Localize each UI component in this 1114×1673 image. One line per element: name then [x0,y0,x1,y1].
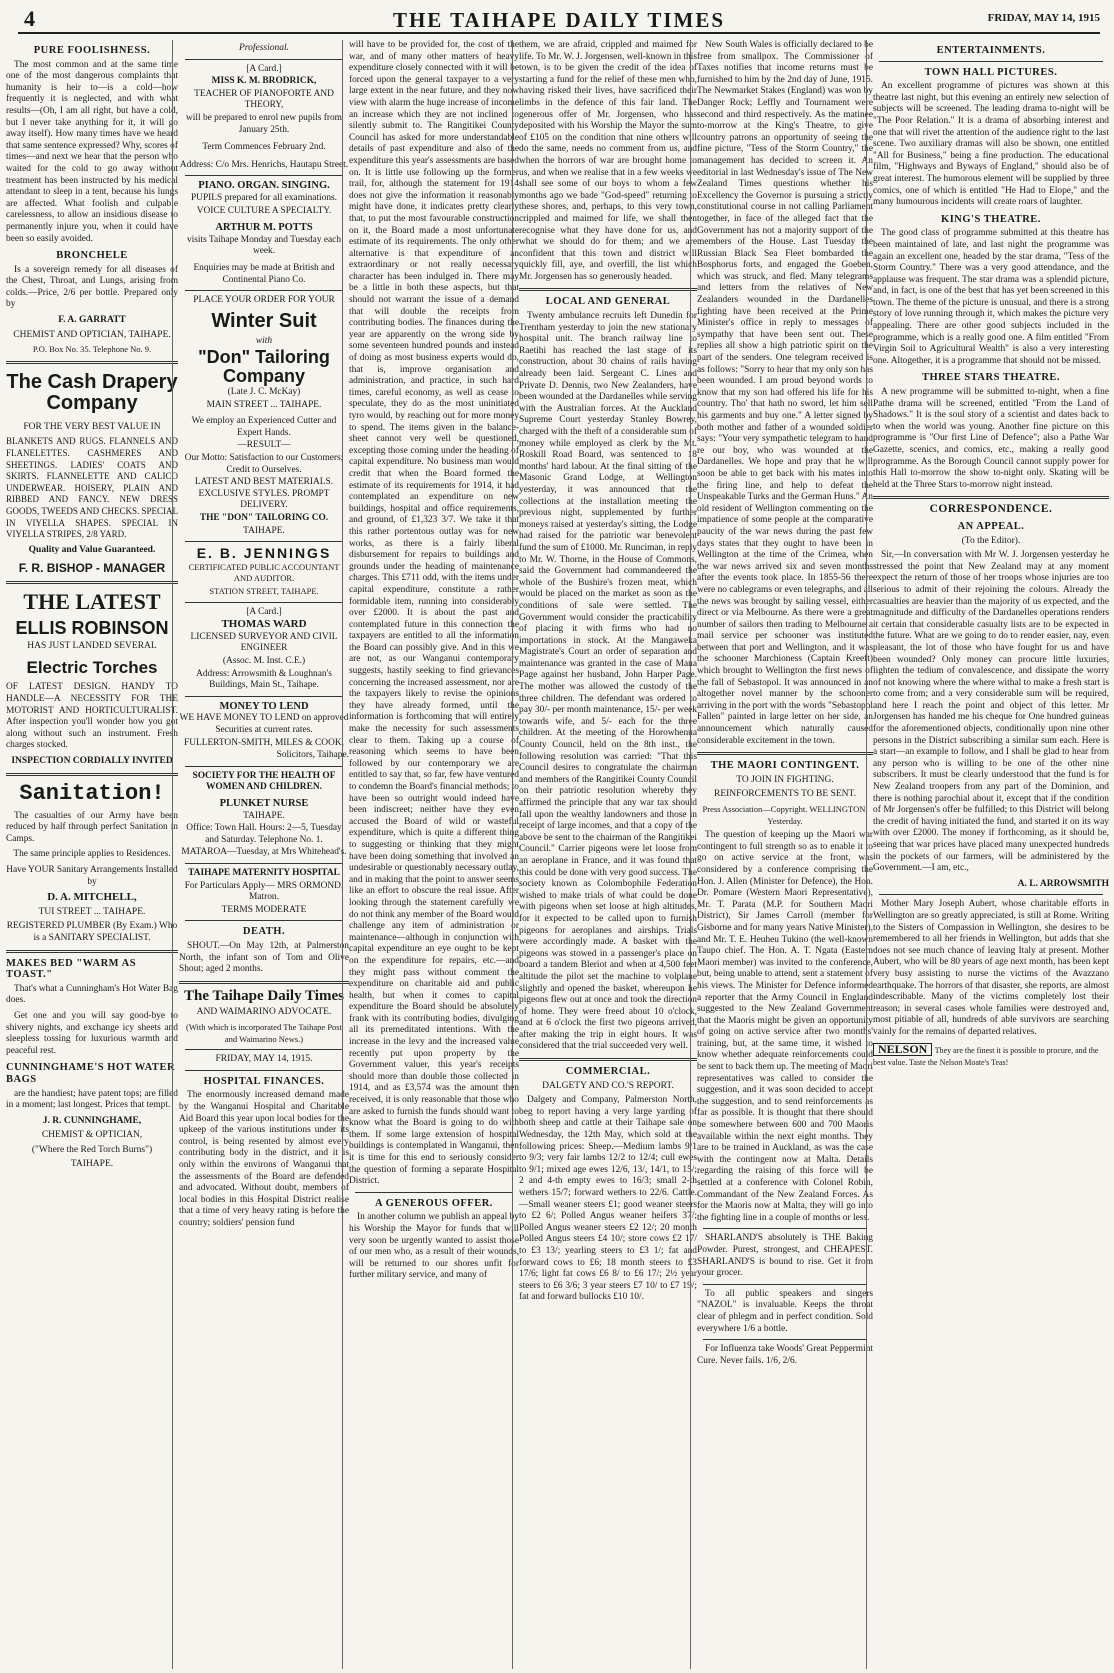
issue-date: FRIDAY, MAY 14, 1915 [987,12,1100,24]
brodrick-address: Address: C/o Mrs. Henrichs, Hautapu Street. [179,159,349,170]
column-6 [866,40,1114,1669]
nazol-ad: To all public speakers and singers "NAZOL" is invaluable. Keeps the throat clear of phlegm and in perfect condition. Sold everywhere 1/6 a bottle. [697,1288,873,1334]
correspondence-heading: CORRESPONDENCE. [929,503,1053,516]
ward-card [179,607,349,692]
nelson-tagline: They are the finest it is possible to procure, and the best value. Taste the Nelson Moate's Teas! [873,1045,1099,1068]
page-number: 4 [24,6,35,31]
ward-address: Address: Arrowsmith & Loughnan's Buildings, Main St., Taihape. [196,668,332,691]
column-1 [0,40,184,1669]
mitchell-address: TUI STREET ... TAIHAPE. [38,906,146,917]
with-text: with [255,335,273,346]
jennings-card [179,546,349,597]
has-just-landed: HAS JUST LANDED SEVERAL [27,640,157,651]
cunninghame-role: CHEMIST & OPTICIAN, [41,1130,143,1141]
makes-bed-body-2: Get one and you will say good-bye to shivery nights, and exchange icy sheets and sleepless tossing for luxurious warmth and peaceful rest. [6,1010,178,1056]
entertainments-heading: ENTERTAINMENTS. [936,45,1046,56]
column-5 [690,40,879,1669]
money-to-lend-ad [179,701,349,762]
plunket-town: TAIHAPE. [243,810,285,821]
press-association: Press Association—Copyright. WELLINGTON, Yesterday. [702,804,868,826]
maori-contingent-heading: THE MAORI CONTINGENT. [710,760,860,772]
makes-bed-body: That's what a Cunningham's Hot Water Bag does. [6,983,178,1006]
plunket-nurse: PLUNKET NURSE [219,797,309,809]
maternity-ad [179,868,349,916]
cunninghame-town: TAIHAPE. [70,1159,114,1170]
cash-drapery-quality: Quality and Value Guaranteed. [28,544,156,555]
money-to-lend: MONEY TO LEND [219,700,309,712]
solicitors: Solicitors, Taihape. [276,750,349,761]
mataroa: MATAROA—Tuesday, at Mrs Whitehead's. [181,847,347,858]
brodrick-role: TEACHER OF PIANOFORTE AND THEORY, [194,88,334,111]
jennings-address: STATION STREET, TAIHAPE. [209,586,319,597]
mitchell-name: D. A. MITCHELL, [47,891,137,904]
plunket-ad [179,771,349,859]
winter-suit: Winter Suit [211,309,317,332]
nelson-logo: NELSON [873,1043,932,1057]
employ-cutter: We employ an Experienced Cutter and Expert Hands. [191,416,337,438]
bronchele-body: Is a sovereign remedy for all diseases of the Chest, Throat, and Lungs, arising from colds.—Price, 2/6 per bottle. Prepared only by [6,264,178,310]
column-4 [512,40,703,1669]
jennings-name: E. B. JENNINGS [196,545,332,562]
newspaper-title: THE TAIHAPE DAILY TIMES [392,8,726,32]
ward-name: THOMAS WARD [221,618,307,631]
local-general-body: Twenty ambulance recruits left Dunedin for Trentham yesterday to join the new stationary hospital unit. The branch railway line to Raetihi has reached the last stage of its construction, about 30 chains of rails having already been laid. Sergeant C. Lines and Private D. Dennis, two New Zealanders, have been wounded at the Dardanelles while serving with the Australian forces. At the Auckland Supreme Court yesterday Stanley Bowrey, charged with the theft of a considerable sum of money while employed as clerk by the Mt. Roskill Road Board, was sentenced to 18 months' hard labour. At the final sitting of the Masonic Grand Lodge, at Wellington yesterday, it was announced that the collections at the installation meeting the previous night, supplemented by further moneys raised at yesterday's sitting, the Lodge had raised for the patriotic war benevolent fund the sum of £1000. Mr. Runciman, in reply to Mr. W. Thorne, in the House of Commons, said the Government had commandeered the whole of the Bushire's frozen meat, which would be placed on the market as soon as the conditions of sale were settled. The Government would consider the practicability of placing it with firms who had no importations in stock. At the Mangaweka Magistrate's Court an order of separation and maintenance was granted in the case of Mana Page against her husband, John Harper Page. The mother was allowed the custody of the three children. The defendant was ordered to pay 30/- per month maintenance, 15/- per week towards wife, and 5/- each for the three children. At the meeting of the Horowhenua County Council, held on the 8th inst., the following resolution was carried: "That this Council desires to congratulate the chairman and members of the Rangitikei County Council on their patriotic resolution whereby they affirmed the principle that any war tax should fall upon the wealthy landowners and those in receipt of large incomes, and that a copy of the above be sent to the chairman of the Rangitikei Council." Carrier pigeons were let loose from an aeroplane in France, and it was found that this could be done with very good success. The society known as Colombophile Federation wished to make trials of what could be done with pigeons when set loose at high altitudes, for it expected to be called upon to furnish pigeons for aeroplanes and airships. Trials were accordingly made. A basket with the pigeons was stowed in a passenger's place on board a tandem Bleriot and when at 4,500 feet altitude the pilot set the machine to volplane slightly and opened the basket, whereupon he pigeons flew out at once and took the direction of home. They were freed about 10 o'clock, and at 6 o'clock the first two pigeons arrived, after making the trip in eight hours. It was considered that the trial succeeded very well. [519,311,697,1052]
maori-sub-1: TO JOIN IN FIGHTING. [736,774,834,785]
kings-theatre-body: The good class of programme submitted at this theatre has been maintained of late, and last night the programme was again an excellent one, headed by the star drama, "Tess of the Storm Country." There was a very good attendance, and the applause was frequent. The star drama was a splendid picture, and, in fact, is one of the best that has yet been screened in this town. The theme of the picture is unusual, and there is a strong story of love running through it, which makes the picture very appealing. There are other good subjects included in the programme, which is a really good one. A film entitled "From Virgin Soil to Agricultural Wealth" is also a very interesting one. Altogether, it is a programme that should not be missed. [873,228,1109,366]
sanitation-have: Have YOUR Sanitary Arrangements Installed by [6,865,178,887]
potts-name: ARTHUR M. POTTS [215,222,313,234]
voice-culture: VOICE CULTURE A SPECIALTY. [196,205,332,216]
plunket-office: Office: Town Hall. Hours: 2—5, Tuesday and Saturday. Telephone No. 1. [186,823,342,845]
town-hall-heading: TOWN HALL PICTURES. [924,66,1058,78]
the-latest-heading: THE LATEST [23,588,161,614]
term-commences: Term Commences February 2nd. [202,142,326,153]
electric-torches: Electric Torches [26,657,158,677]
maternity-hospital: TAIHAPE MATERNITY HOSPITAL [188,867,340,878]
times-incorporated: (With which is incorporated The Taihape Post and Waimarino News.) [186,1022,342,1044]
news-items: New South Wales is officially declared to be free from smallpox. The Commissioner of Taxes notifies that income returns must be furnished to him by the 2nd day of June, 1915. The Newmarket Stakes (England) was won by Danger Rock; Leffly and Tournament were second and third respectively. As the matinee to-morrow at the King's Theatre, to give country patrons an opportunity of seeing the fine picture, "Tess of the Storm Country," the management has decided to screen it. An editorial in last Wednesday's issue of The New Zealand Times questions whether his Excellency the Governor is pursuing a strictly constitutional course in not calling Parliament together, in face of the alleged fact that the Government has not a majority support of the members of the House. Last Tuesday the Russian Black Sea Fleet bombarded the Bosphorus forts, and engaged the Goeben, which was struck, and fled. Many telegrams and letters from the relatives of New Zealanders wounded in the Dardanelles fighting have been received at the Prime Minister's office in reply to messages of sympathy that have been sent out. These replies all show a high patriotic spirit on the part of the senders. One telegram received is as follows: "Sorry to hear that my only son has been wounded. I am proud beyond words to know that my son had offered his life for his country. Tho' that hath no sword, let him sell his garments and buy one." A letter signed by both mother and father of a wounded soldier says: "Your very sympathetic telegram to hand re our boy, who was wounded at the Dardanelles. We hope and pray that he will soon be able to get back with his mates into the firing line, and help to defeat the Unspeakable Turks and the German Huns." An old resident of Wellington commenting on the impatience of some people at the comparative paucity of the war news during the past few days states that they ought to have been in Wellington at the time of the Crimea, when the war news arrived six and seven months after the events took place. In 1855-56 there were no cablegrams or even telegraphs, and all the news was brought by sailing vessel, either direct or via Melbourne. As there were a great number of sailors then trading to Melbourne a mail service per schooner was instituted between that port and Wellington, and it was the schooner Marchioness (Captain Kreeft) which brought to Wellington the first news of the fall of Sebastopol. It was announced in an altogether novel manner by the schooner arriving in the port with the words "Sebastopol Fallen" painted in large letter on her side, an announcement which naturally caused considerable excitement in the town. [697,40,873,746]
pure-foolishness-heading: PURE FOOLISHNESS. [33,45,151,56]
woods-ad: For Influenza take Woods' Great Peppermint Cure. Never fails. 1/6, 2/6. [697,1344,873,1366]
makes-bed-heading: MAKES BED "WARM AS TOAST." [6,957,137,981]
brodrick-body: will be prepared to enrol new pupils from January 25th. [186,112,342,135]
garratt-contact: P.O. Box No. 35. Telephone No. 9. [32,344,152,355]
dalgety-report: DALGETY AND CO.'S REPORT. [542,1080,674,1091]
professional-heading: Professional. [238,43,290,53]
three-stars-heading: THREE STARS THEATRE. [921,372,1061,384]
card-label-2: [A Card.] [246,606,282,617]
sanitation-body: The casualties of our Army have been reduced by half through perfect Sanitation in Camps. [6,810,178,844]
pure-foolishness-body: The most common and at the same time one of the most dangerous complaints that humanity is heir to—is a cold—how frequently it is neglected, and with what results—(Oh, I am all right, but have a cold, but I never take anything for it, it will go away itself). How many times have we heard that same sentence expressed? Why, scores of times—and next we hear that the person who waited for the cold to go away without treatment has been instructed by his medical attendant to sleep in a tent, because his lungs are affected. What foolish and culpable carelessness, to allow an insidious disease to permanently injure you, when it could have been so easily avoided. [6,59,178,244]
column-3 [342,40,525,1669]
money-body: WE HAVE MONEY TO LEND on approved Securities at current rates. [179,713,349,735]
maori-contingent-body: The question of keeping up the Maori war contingent to full strength so as to enable it to go on active service at the front, was considered by a conference comprising the Hon. J. Allen (Minister for Defence), the Hon. Dr. Pomare (Western Maori Representative), Mr. T. Parata (M.P. for Southern Maori District), Sir James Carroll (member for Gisborne and for many years Native Minister), and Mr. T. E. Heuheu Tukino (the well-known Taupo chief. The Hon. A. T. Ngata (Eastern Maori member) was invited to the conference, but, being unable to attend, sent a statement of his views. The Minister for Defence informed a reporter that the Army Council in England suggested to the New Zealand Government that the Maoris might be given an opportunity of going on active service after two months' training, but, at the same time, it wished to know whether adequate reinforcements could be sent to back them up. The meeting of Maori representatives was called to consider the suggestion, and it was soon decided to accept the suggestion, and to send reinforcements as far as possible. It is thought that there should be somewhere between 600 and 700 Maoris available within the next eight months. They are to be trained in Auckland, as was the case with the contingent now at Malta. Details regarding the raising of this force will be settled at a conference with Colonel Robin, Commandant of the New Zealand Forces. As for the Maoris now at Malta, they will go into the fighting line in a couple of months or less. [697,830,873,1223]
sanitation-same: The same principle applies to Residences. [13,849,171,860]
garratt-role: CHEMIST AND OPTICIAN, TAIHAPE. [13,329,171,340]
card-label: [A Card.] [246,63,282,74]
local-general-heading: LOCAL AND GENERAL [545,296,671,308]
commercial-heading: COMMERCIAL. [565,1066,651,1078]
hospital-finances-continued: will have to be provided for, the cost of the war, and of many other matters of heavy expenditure closely connected with it will be forced upon the general taxpayer to a very large extent in the near future, and they now view with alarm the huge increase of income an increase which they are not inclined to silently submit to. The Rangitikei County Council has asked for more understandable details of past expenditure and also of the expenditure this year's assessments are based on. It is little use following up the former trail, for, although the statement for 1914 does not give the information it reasonably might have done, it indicates pretty clearly that, to put the most favourable construction on it, the Board made a most unfortunate estimate of its requirements. The only other alternative is that expenditure of an extraordinary or not really necessary character has been indulged in. There may be a little in both these aspects, but that should not warrant the issue of a demand that will double the receipts from contributing bodies. The finances during the year are apparently on the wrong side by some seventeen hundred pounds and instead of doing as most business experts would do, that is, improve organisation and administration, and practice, in such hard times, careful economy, as well as cease to speculate, they do as the most uninitiated tyro would, by reaching out for more money to spend. The items given in the balance-sheet cannot very well be questioned, excepting those coming under the heading of capital expenditure. No business man would credit that when the Board formed the estimate of its requirements for 1914, it had contemplated an expenditure on new buildings, hospital and office requirements, and ground, of £1,323 3/7. We take it that this rather portentous outlay was for new works, as there is a fairly liberal disbursement for repairs to buildings and grounds under the heading of maintenance charges. This £711 odd, with the items under capital expenditure, constitute a rather formidable item, running into considerably over £2000. It is about the past and contemplated future in this connection the taxpayers are entitled to all the information the Board can possibly give. And in this we are not, as our Wanganui contemporary suggests, hastily seeking to find grievances concerning the increased assessment, nor are the taxpayers likely to revise the opinions they have already formed, until the information is forthcoming that will entirely make the necessity for such assessments clear to them. Taking up a course of reasoning which seems to have been followed by our contemporary we are entitled to say that, so far, few have ventured to condemn the Board's financial methods; to have been so outright would indeed have been indiscreet; neither have they even accused the Board of wild or wasteful expenditure, which is quite a different thing to suggesting or thinking that they might have been doing something that involved an undesirable or questionably necessary outlay, and in making that the point to answer seems like an effort to obscure the real issue. After looking through the statement carefully we do not think any member of the Board would challenge any item of administration or maintenance—although in conjunction with capital expenditure an eye ought to be kept on the expenditure for repairs, etc.—and they might pass without comment the expenditure on charitable aid and public health, but when it comes to capital expenditure the Board should be absolutely frank with its contributing bodies, divulging all its premeditated intentions. With the increase in the levy and the increased value recently put upon property by the Government valuer, this year's receipts should more than double those collected in 1914, and as £3,574 was the amount then received, it is only reasonable that those who are asked to furnish the funds should want to know what the Board is going to do with them. If some large extension of hospital buildings is contemplated in Wanganui, then it is time for this end to seriously consider the question of forming a separate Hospital District. [349,40,519,1187]
potts-enquiries: Enquiries may be made at British and Continental Piano Co. [193,262,335,285]
death-heading: DEATH. [242,926,286,938]
bishop-manager: F. R. BISHOP - MANAGER [18,561,166,576]
generous-offer-continued: them, we are afraid, crippled and maimed for life. To Mr. W. J. Jorgensen, well-known in this town, is to be given the credit of the idea of starting a fund for the relief of these men who, having risked their lives, have sacrificed their limbs in the defence of this fair land. The generous offer of Mr. Jorgensen, who has deposited with his Worship the Mayor the sum of £105 on the condition that nine others will do the same, needs no comment from us, and when the horrors of war are brought home to us, and when we realise that in a few weeks we shall see some of our boys to whom a few months ago we bade "God-speed" returning to these shores, and, perhaps, to this very town, crippled and maimed for life, we shall then recognise what they have done for us, and what we should do for them; and we are confident that this town and district will quickly fill, aye, and overfill, the list which Mr. Jorgensen has so generously headed. [519,40,697,282]
potts-body: visits Taihape Monday and Tuesday each week. [186,234,342,257]
death-notice: SHOUT.—On May 12th, at Palmerston North, the infant son of Tom and Olive Shout; aged 2 months. [179,940,349,975]
terms-moderate: TERMS MODERATE [221,904,307,915]
hospital-finances-heading: HOSPITAL FINANCES. [203,1075,325,1087]
times-and: AND WAIMARINO ADVOCATE. [196,1007,332,1018]
don-town: TAIHAPE. [243,525,285,536]
torches-body: OF LATEST DESIGN. HANDY TO HANDLE—A NECESSITY FOR THE MOTORIST AND HORTICULTURALIST. After inspection you'll wonder how you got along without such an instrument. Fresh charges stocked. [6,682,178,751]
column-2 [172,40,355,1669]
don-tailoring-ad [179,295,349,537]
don-co: THE "DON" TAILORING CO. [199,513,329,523]
town-hall-body: An excellent programme of pictures was shown at this theatre last night, but this evening an entirely new selection of subjects will be screened. The leading drama to-night will be "The Poor Relation." It is a drama of absorbing interest and one that will rivet the attention of the audience right to the last scene. Two auxiliary dramas will also be shown, one entitled "All for Business," being a fine production. The educational film, "Highways and Byways of England," should also be of great interest. The humorous element will be supplied by three comics, one of which is entitled "He Had to Elope," and the many humourous incidents will create roars of laughter. [873,81,1109,208]
pupils-prepared: PUPILS prepared for all examinations. [190,192,338,203]
sanitation-heading: Sanitation! [19,780,165,806]
generous-offer-heading: A GENEROUS OFFER. [375,1197,493,1209]
masthead [18,6,1100,34]
commercial-body: Dalgety and Company, Palmerston North, beg to report having a very large yarding of both sheep and cattle at their Taihape sale on Wednesday, the 12th May, which sold at the following prices: Sheep.—Medium lambs 9/1 to 9/3; very fair lambs 12/2 to 12/4; cull ewes to 9/1; mixed age ewes 12/6, 13/, 14/1, to 15/; 2 and 4-th empty ewes to 16/3; small 2-th wethers 15/7; forward wethers to 22/6. Cattle.—Small weaner steers £1; good weaner steers to £2 6/; Polled Angus weaner heifers 37/; Polled Angus weaner steers £2 12/; 20 month Polled Angus steers £4 10/; store cows £2 17/ to £3 13/; yearling steers to £3 1/; fat and forward cows to £6; 18 month steers to £3 17/6; light fat cows £6 8/ to £6 17/; 2½ year steers to £6 3/6; 3 year steers £7 10/ to £7 19/; fat and forward bullocks £10 10/. [519,1095,697,1303]
bronchele-heading: BRONCHELE [56,250,128,262]
edition-date: FRIDAY, MAY 14, 1915. [215,1054,313,1065]
piano-organ-singing: PIANO. ORGAN. SINGING. [198,180,330,192]
ward-assoc: (Assoc. M. Inst. C.E.) [222,656,306,667]
hot-water-bags-body: are the handiest; have patent tops; are filled in a moment; last longest. Prices that tempt. [6,1088,178,1111]
jennings-role: CERTIFICATED PUBLIC ACCOUNTANT AND AUDITOR. [188,561,340,584]
inspection-invited: INSPECTION CORDIALLY INVITED [11,755,173,766]
garratt-name: F. A. GARRATT [58,315,126,326]
our-motto: Our Motto: Satisfaction to our Customers; Credit to Ourselves. [184,453,344,475]
brodrick-name: MISS K. M. BRODRICK, [211,76,317,87]
cash-drapery-title: The Cash Drapery Company [6,370,178,414]
cash-drapery-tag: FOR THE VERY BEST VALUE IN [23,421,161,432]
late-mckay: (Late J. C. McKay) [227,387,301,398]
brodrick-card [179,64,349,172]
maori-sub-2: REINFORCEMENTS TO BE SENT. [714,789,856,800]
times-title: The Taihape Daily Times [184,987,344,1004]
sharland-ad: SHARLAND'S absolutely is THE Baking Powder. Purest, strongest, and CHEAPEST. SHARLAND'S is bound to rise. Get it from your grocer. [697,1233,873,1279]
ward-role: LICENSED SURVEYOR AND CIVIL ENGINEER [190,631,338,654]
don-company: Company [222,366,305,387]
potts-card [179,180,349,286]
ellis-robinson: ELLIS ROBINSON [15,618,169,639]
result-label: —RESULT— [237,440,291,451]
kings-theatre-heading: KING'S THEATRE. [941,213,1041,225]
cash-drapery-items: BLANKETS AND RUGS. FLANNELS AND FLANELETTES. CASHMERES AND SHEETINGS. LADIES' COATS AND SKIRTS. FLANNELETTE AND CALICO UNDERWEAR. HOISERY, PLAIN AND RIBBED AND FANCY. NEW DRESS GOODS, TWEEDS AND CHECKS. SPECIAL IN VIYELLA SHAPES. SPECIAL IN VIYELLA STRIPES, 2/8 YARD. [6,436,178,540]
three-stars-body: A new programme will be submitted to-night, when a fine Pathe drama will be screened, entitled "From the Land of Shadows." It is the soul story of a scientist and dates back to to when the world was young. Another fine picture on this programme is "Our first Line of Defence"; also a Pathe War Gazette, scenics, and comics, etc., making a really good programme. As the Borough Council cannot supply power for this Hall to-morrow the show to-night only. Skating will be held at the Three Stars to-morrow night instead. [873,387,1109,490]
appeal-signature: A. L. ARROWSMITH [1017,878,1109,889]
appeal-to-editor: (To the Editor). [961,535,1021,546]
society-health: SOCIETY FOR THE HEALTH OF WOMEN AND CHILDREN. [192,770,336,793]
hot-water-bags-heading: CUNNINGHAME'S HOT WATER BAGS [6,1062,176,1085]
maternity-body: For Particulars Apply— MRS ORMOND, Matron. [184,880,344,903]
appeal-body: Sir,—In conversation with Mr W. J. Jorgensen yesterday he stressed the point that New Zealand may at any moment expect the return of those of her troops whose injuries are too serious to admit of their rejoining the colours. Already the casualties are heavier than the majority of us expected, and the magnitude and difficulty of the Dardanelles operations renders it certain that considerable casualty lists are to be expected in the future. What are we going to do to render easier, nay, even pleasant, the lot of those who have fought for us and have been wounded? Only money can procure little luxuries, lighten the tedium of convalescence, and dissipate the worry of not knowing where the where withal to make a fresh start is to come from; and a very considerable sum will be required, and here I reach the point and object of this letter. Mr Jorgensen has handed me his cheque for One hundred guineas for the aforementioned objects, conditionally upon nine other persons in the District subscribing a similar sum each. Here is a start—an example to follow, and I shall be glad to hear from any person who is willing to be one of the other nine subscribers. It must be clearly understood that the fund is for New Zealand troopers from any part of the Dominion, and there is nothing parochial about it, except that if the condition of Mr Jorgensen's offer be fulfilled; to this District will belong the credit of having initiated the fund, and started it on its way with over £2000. The money if forthcoming, as it should be, seeing that war prices have placed many unexpected hundreds in the pockets of our farmers, will be administered by the Government.—I am, etc., [873,550,1109,874]
fullerton-smith: FULLERTON-SMITH, MILES & COOK, [184,737,344,748]
cunninghame-sign: ("Where the Red Torch Burns") [31,1144,153,1155]
latest-best: LATEST AND BEST MATERIALS. EXCLUSIVE STYLES. PROMPT DELIVERY. [194,477,334,511]
cunninghame-name: J. R. CUNNINGHAME, [42,1115,142,1126]
mother-aubert-body: Mother Mary Joseph Aubert, whose charitable efforts in Wellington are so greatly appreciated, is still at Rome. Writing to the Sisters of Compassion in Wellington, she desires to be remembered to all her friends in Wellington, but adds that she does not see much chance of leaving Italy at present. Mother Aubert, who will be 80 years of age next month, has been kept very busy assisting to nurse the victims of the Avazzano earthquake. The horrors of that disaster, she reports, are almost indescribable. Many of the victims completely lost their reason; in several cases whole families were destroyed and, most pitiable of all, hundreds of able survivors are searching vainly for the remains of departed relatives. [873,899,1109,1037]
registered-plumber: REGISTERED PLUMBER (By Exam.) Who is a SANITARY SPECIALIST. [6,921,178,943]
generous-offer-body: In another column we publish an appeal by his Worship the Mayor for funds that will very soon be urgently wanted to assist those of our men who, as a result of their wounds, will be returned to our shores unfit for further military service, and many of [349,1212,519,1281]
don-tailoring: "Don" Tailoring [198,347,330,368]
appeal-heading: AN APPEAL. [957,520,1025,532]
main-street: MAIN STREET ... TAIHAPE. [206,399,322,410]
hospital-finances-body: The enormously increased demand made by the Wanganui Hospital and Charitable Aid Board this year upon local bodies for the upkeep of the various institutions under its control, is being resented by almost every contributing body in the district, and it is only within the environs of Wanganui that the assessments of the Board are defended and advocated. Without doubt, members of local bodies in this Hospital District realise that a time of very heavy rating is before the country; soldiers' pension fund [179,1090,349,1228]
place-order: PLACE YOUR ORDER FOR YOUR [193,295,335,306]
